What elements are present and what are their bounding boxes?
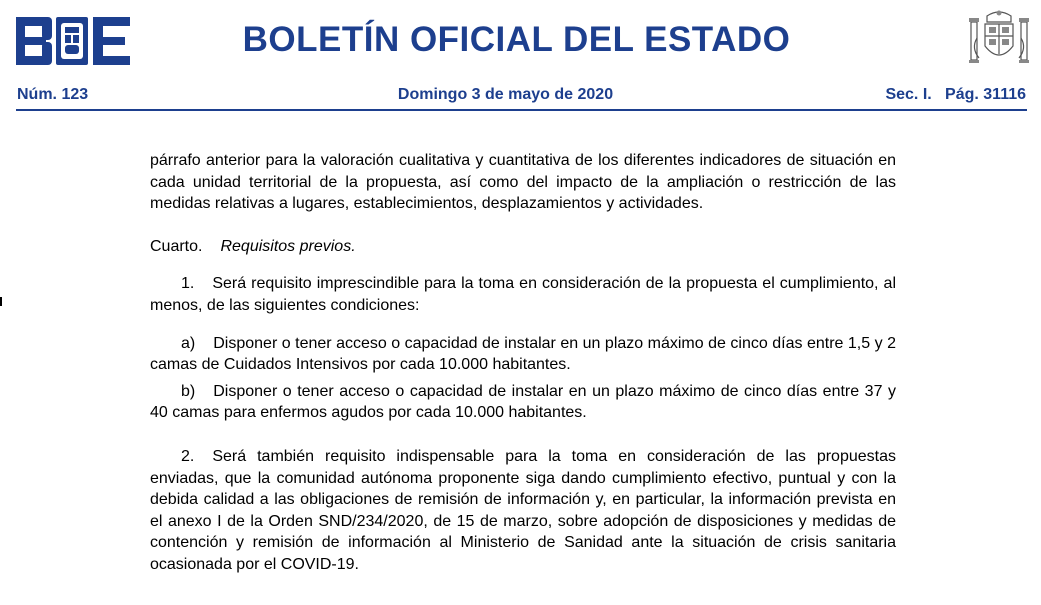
paragraph-1 bbox=[150, 273, 896, 316]
page-title: BOLETÍN OFICIAL DEL ESTADO bbox=[242, 20, 791, 59]
issue-date: Domingo 3 de mayo de 2020 bbox=[397, 86, 614, 103]
page-header bbox=[0, 0, 1041, 114]
condition-b-text: Disponer o tener acceso o capacidad de instalar en un plazo máximo de cinco días entre 37 y 40 camas para enfermos agudos por cada 10.000 habitantes. bbox=[150, 382, 896, 422]
page-edge-mark bbox=[0, 297, 2, 306]
paragraph-2-text: Será también requisito indispensable para la toma en consideración de las propuestas enviadas, que la comunidad autónoma proponente siga dando cumplimiento efectivo, puntual y con la debida calidad a las obligaciones de remisión de información y, en particular, la información prevista en el anexo I de la Orden SND/234/2020, de 15 de marzo, sobre adopción de disposiciones y medidas de contención y remisión de información al Ministerio de Sanidad ante la situación de crisis sanitaria ocasionada por el COVID-19. bbox=[150, 447, 896, 573]
paragraph-2 bbox=[150, 446, 896, 576]
paragraph-1-number: 1. bbox=[181, 275, 195, 293]
article-label: Cuarto. bbox=[150, 237, 203, 255]
coat-of-arms-icon bbox=[967, 8, 1031, 68]
paragraph-1-text: Será requisito imprescindible para la toma en consideración de la propuesta el cumplimiento, al menos, de las siguientes condiciones: bbox=[150, 275, 896, 314]
paragraph-2-number: 2. bbox=[181, 447, 195, 465]
condition-a bbox=[150, 333, 896, 376]
article-heading bbox=[150, 236, 896, 258]
issue-number: Núm. 123 bbox=[17, 86, 89, 103]
intro-paragraph: párrafo anterior para la valoración cualitativa y cuantitativa de los diferentes indicadores de situación en cada unidad territorial de la propuesta, así como del impacto de la ampliación o restricción de las medidas relativas a lugares, establecimientos, desplazamientos y actividades. bbox=[150, 152, 896, 213]
document-body bbox=[150, 150, 896, 576]
condition-a-text: Disponer o tener acceso o capacidad de instalar en un plazo máximo de cinco días entre 1,5 y 2 camas de Cuidados Intensivos por cada 10.000 habitantes. bbox=[150, 334, 896, 374]
condition-b-label: b) bbox=[181, 382, 196, 400]
article-title: Requisitos previos. bbox=[220, 237, 356, 255]
header-rule bbox=[16, 109, 1027, 111]
section-page: Sec. I. Pág. 31116 bbox=[885, 86, 1026, 103]
condition-a-label: a) bbox=[181, 334, 196, 352]
condition-b bbox=[150, 381, 896, 424]
